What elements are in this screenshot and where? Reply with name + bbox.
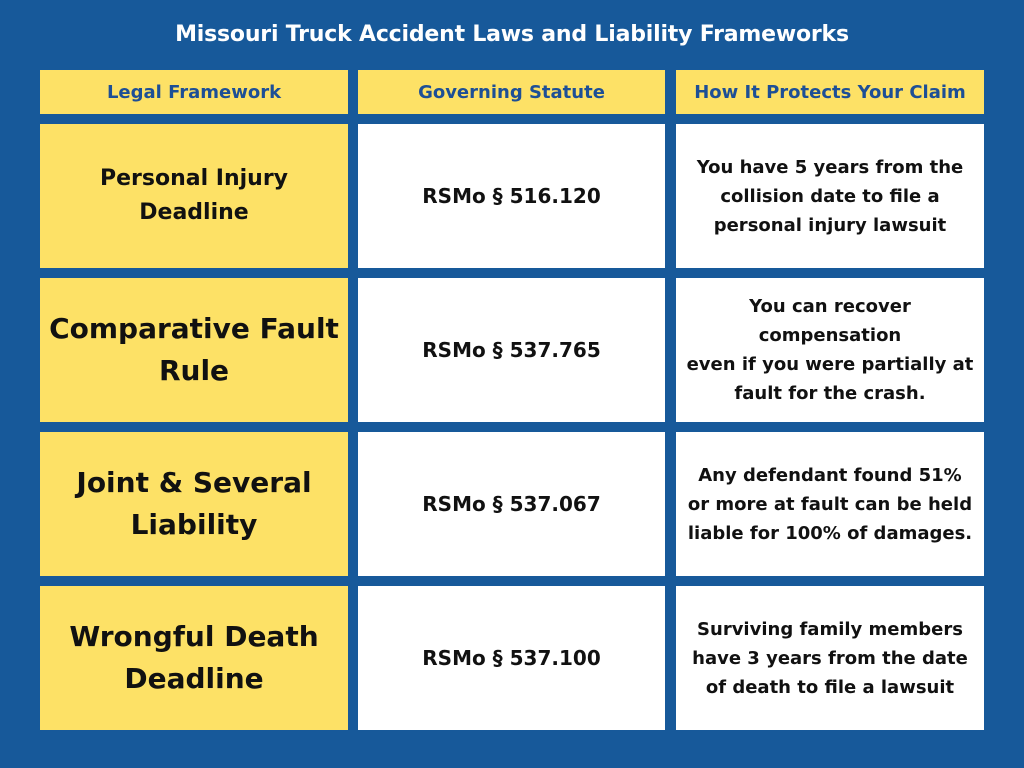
header-governing-statute: Governing Statute xyxy=(358,70,665,114)
statute-537-100: RSMo § 537.100 xyxy=(358,586,665,730)
header-how-it-protects: How It Protects Your Claim xyxy=(676,70,984,114)
statute-537-067: RSMo § 537.067 xyxy=(358,432,665,576)
framework-joint-several-liability: Joint & Several Liability xyxy=(40,432,348,576)
protection-wrongful-death: Surviving family members have 3 years from the date of death to file a lawsuit xyxy=(676,586,984,730)
statute-516-120: RSMo § 516.120 xyxy=(358,124,665,268)
framework-comparative-fault-rule: Comparative Fault Rule xyxy=(40,278,348,422)
protection-personal-injury: You have 5 years from the collision date to file a personal injury lawsuit xyxy=(676,124,984,268)
page-title: Missouri Truck Accident Laws and Liability Frameworks xyxy=(175,22,849,47)
protection-joint-several: Any defendant found 51% or more at fault can be held liable for 100% of damages. xyxy=(676,432,984,576)
framework-personal-injury-deadline: Personal Injury Deadline xyxy=(40,124,348,268)
header-legal-framework: Legal Framework xyxy=(40,70,348,114)
protection-comparative-fault: You can recover compensation even if you were partially at fault for the crash. xyxy=(676,278,984,422)
framework-wrongful-death-deadline: Wrongful Death Deadline xyxy=(40,586,348,730)
statute-537-765: RSMo § 537.765 xyxy=(358,278,665,422)
